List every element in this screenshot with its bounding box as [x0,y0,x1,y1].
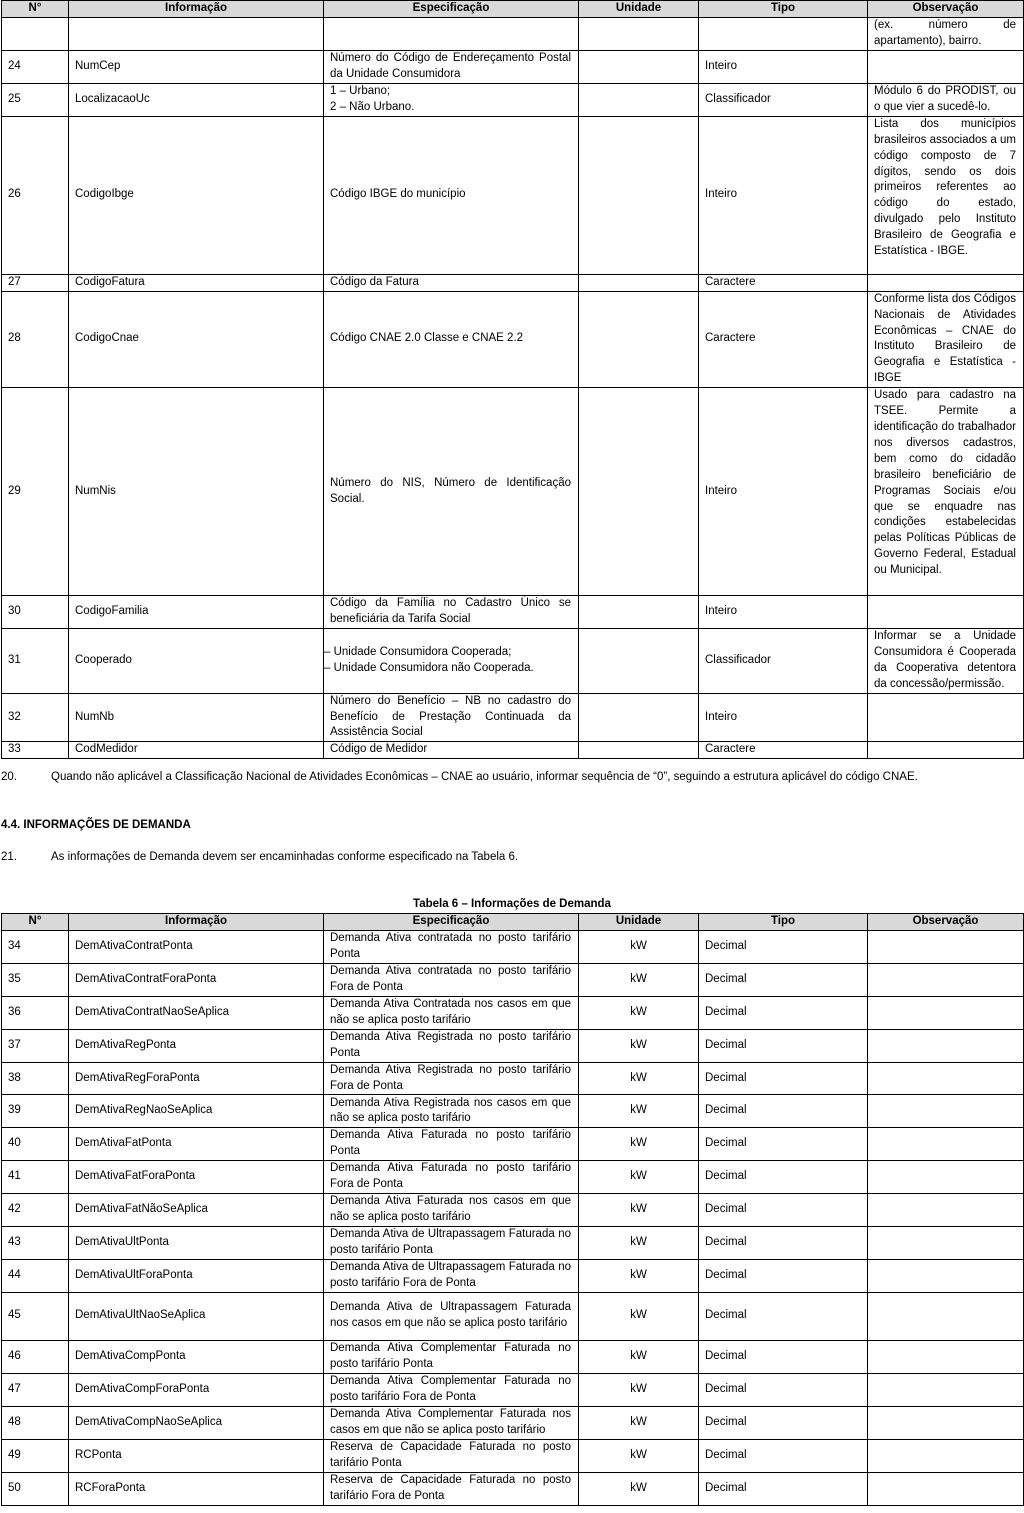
cell-n: 37 [2,1029,69,1062]
column-header: N° [2,1,69,18]
cell-n: 29 [2,388,69,596]
cell-info: DemAtivaRegForaPonta [69,1062,324,1095]
table-row [2,1472,1024,1505]
cell-info: DemAtivaRegNaoSeAplica [69,1095,324,1128]
cell-info: RCForaPonta [69,1472,324,1505]
cell-info: CodMedidor [69,742,324,759]
cell-obs [868,1062,1024,1095]
cell-spec: Demanda Ativa Faturada nos casos em que não se aplica posto tarifário [324,1194,579,1227]
cell-n: 27 [2,274,69,291]
table-row [2,116,1024,274]
paragraph-number: 21. [1,851,17,863]
cell-n: 41 [2,1161,69,1194]
column-header: Observação [868,914,1024,931]
table-row [2,291,1024,387]
table-row [2,931,1024,964]
cell-obs [868,1292,1024,1340]
cell-type: Decimal [699,1029,868,1062]
cell-n: 36 [2,996,69,1029]
cell-obs [868,1373,1024,1406]
cell-obs: Conforme lista dos Códigos Nacionais de Atividades Econômicas – CNAE do Instituto Brasileiro de Geografia e Estatística - IBGE [868,291,1024,387]
cell-n: 42 [2,1194,69,1227]
cell-spec: Demanda Ativa Complementar Faturada no posto tarifário Ponta [324,1340,579,1373]
table-row [2,83,1024,116]
table-row [2,596,1024,629]
table-row [2,274,1024,291]
column-header: Especificação [324,1,579,18]
cell-spec: Demanda Ativa Contratada nos casos em que não se aplica posto tarifário [324,996,579,1029]
cell-obs [868,963,1024,996]
cell-unit [579,693,699,742]
cell-n: 44 [2,1260,69,1293]
table-header-row [2,1,1024,18]
cell-type: Decimal [699,996,868,1029]
cell-obs [868,1194,1024,1227]
table-row [2,1340,1024,1373]
cell-type: Decimal [699,1095,868,1128]
cell-unit [579,274,699,291]
cell-spec: Demanda Ativa Faturada no posto tarifário Fora de Ponta [324,1161,579,1194]
cell-info: RCPonta [69,1439,324,1472]
cell-unit: kW [579,1194,699,1227]
cell-unit [579,116,699,274]
cell-info: DemAtivaRegPonta [69,1029,324,1062]
cell-info: DemAtivaUltPonta [69,1227,324,1260]
cell-obs [868,1340,1024,1373]
table-row [2,996,1024,1029]
cell-type: Decimal [699,931,868,964]
paragraph-number: 20. [1,771,17,783]
cell-type [699,18,868,51]
cell-info: DemAtivaContratNaoSeAplica [69,996,324,1029]
cell-info: DemAtivaFatForaPonta [69,1161,324,1194]
paragraph-text: As informações de Demanda devem ser encaminhadas conforme especificado na Tabela 6. [51,851,519,863]
paragraph-21 [1,850,1011,866]
table-row [2,1260,1024,1293]
cell-info: DemAtivaUltForaPonta [69,1260,324,1293]
table-header-row [2,914,1024,931]
cell-unit: kW [579,1439,699,1472]
cell-unit [579,18,699,51]
cell-spec: Código CNAE 2.0 Classe e CNAE 2.2 [324,291,579,387]
cell-info: CodigoFamilia [69,596,324,629]
cell-unit: kW [579,931,699,964]
cell-unit: kW [579,963,699,996]
cell-spec: 1 – Urbano; 2 – Não Urbano. [324,83,579,116]
cell-spec: Código IBGE do município [324,116,579,274]
column-header: Unidade [579,914,699,931]
cell-obs [868,1128,1024,1161]
cell-type: Decimal [699,1227,868,1260]
cell-spec: Demanda Ativa Registrada nos casos em que não se aplica posto tarifário [324,1095,579,1128]
cell-spec [324,18,579,51]
table-row [2,963,1024,996]
section-heading: 4.4. INFORMAÇÕES DE DEMANDA [1,819,191,831]
cell-unit: kW [579,1062,699,1095]
cell-info: DemAtivaContratForaPonta [69,963,324,996]
cell-spec: Número do Benefício – NB no cadastro do Benefício de Prestação Continuada da Assistência Social [324,693,579,742]
cell-obs [868,742,1024,759]
cell-obs [868,1406,1024,1439]
cell-n: 30 [2,596,69,629]
cell-info: NumCep [69,50,324,83]
column-header: N° [2,914,69,931]
table-row [2,1062,1024,1095]
cell-info: CodigoIbge [69,116,324,274]
cell-type: Caractere [699,291,868,387]
demanda-table [1,913,1024,1506]
cell-obs: Lista dos municípios brasileiros associados a um código composto de 7 dígitos, sendo os dois primeiros referentes ao código do estado, divulgado pelo Instituto Brasileiro de Geografia e Estatística - IBGE. [868,116,1024,274]
cell-info: DemAtivaFatPonta [69,1128,324,1161]
cell-spec: Código da Fatura [324,274,579,291]
cell-spec: Demanda Ativa de Ultrapassagem Faturada no posto tarifário Fora de Ponta [324,1260,579,1293]
cell-unit: kW [579,1472,699,1505]
cell-spec: Demanda Ativa contratada no posto tarifário Fora de Ponta [324,963,579,996]
cell-type: Inteiro [699,116,868,274]
cell-unit [579,83,699,116]
cell-obs [868,996,1024,1029]
column-header: Informação [69,914,324,931]
cell-info: DemAtivaFatNãoSeAplica [69,1194,324,1227]
cell-info: DemAtivaCompPonta [69,1340,324,1373]
cell-info: DemAtivaCompNaoSeAplica [69,1406,324,1439]
cell-obs [868,1227,1024,1260]
cell-n: 34 [2,931,69,964]
cell-spec: Demanda Ativa Complementar Faturada no posto tarifário Fora de Ponta [324,1373,579,1406]
cell-n: 24 [2,50,69,83]
column-header: Observação [868,1,1024,18]
cell-unit: kW [579,1095,699,1128]
column-header: Unidade [579,1,699,18]
table-row [2,628,1024,693]
cell-spec: Demanda Ativa Registrada no posto tarifário Ponta [324,1029,579,1062]
cell-n: 45 [2,1292,69,1340]
column-header: Tipo [699,914,868,931]
paragraph-text: Quando não aplicável a Classificação Nacional de Atividades Econômicas – CNAE ao usuário, informar sequência de “0”, seguindo a estrutura aplicável do código CNAE. [51,771,918,783]
cell-spec: Demanda Ativa de Ultrapassagem Faturada nos casos em que não se aplica posto tarifário [324,1292,579,1340]
cell-info: CodigoFatura [69,274,324,291]
table-row [2,1373,1024,1406]
table-row [2,1194,1024,1227]
table-row [2,1406,1024,1439]
cell-obs [868,693,1024,742]
cell-n: 47 [2,1373,69,1406]
cell-spec: Código de Medidor [324,742,579,759]
cell-obs [868,596,1024,629]
cell-type: Caractere [699,274,868,291]
table-row [2,388,1024,596]
cell-unit [579,50,699,83]
cell-spec: Reserva de Capacidade Faturada no posto tarifário Fora de Ponta [324,1472,579,1505]
cell-n: 25 [2,83,69,116]
cell-obs: Usado para cadastro na TSEE. Permite a identificação do trabalhador nos diversos cadastros, bem como do cidadão brasileiro beneficiário de Programas Sociais e/ou que se enquadre nas condições estabelecidas pelas Políticas Públicas de Governo Federal, Estadual ou Municipal. [868,388,1024,596]
cell-spec: – Unidade Consumidora Cooperada; – Unidade Consumidora não Cooperada. [324,628,579,693]
table-row [2,1292,1024,1340]
cell-info: NumNis [69,388,324,596]
cell-obs [868,1260,1024,1293]
cell-unit [579,596,699,629]
cell-type: Decimal [699,1472,868,1505]
cell-obs: (ex. número de apartamento), bairro. [868,18,1024,51]
table-row [2,1095,1024,1128]
cell-unit: kW [579,1161,699,1194]
cell-unit: kW [579,1260,699,1293]
cell-info: Cooperado [69,628,324,693]
cell-type: Classificador [699,83,868,116]
cell-unit: kW [579,1227,699,1260]
cell-unit: kW [579,996,699,1029]
table-row [2,1227,1024,1260]
table-row [2,1439,1024,1472]
cell-n: 32 [2,693,69,742]
cadastro-table [1,0,1024,759]
table-row-continuation [2,18,1024,51]
table-row [2,50,1024,83]
cell-obs [868,1095,1024,1128]
cell-type: Caractere [699,742,868,759]
cell-info: DemAtivaUltNaoSeAplica [69,1292,324,1340]
cell-type: Inteiro [699,388,868,596]
cell-n: 39 [2,1095,69,1128]
cell-info: NumNb [69,693,324,742]
cell-unit: kW [579,1128,699,1161]
cell-unit: kW [579,1340,699,1373]
cell-type: Decimal [699,1161,868,1194]
cell-info [69,18,324,51]
cell-unit: kW [579,1406,699,1439]
cell-unit [579,291,699,387]
cell-type: Decimal [699,1260,868,1293]
cell-type: Decimal [699,1373,868,1406]
column-header: Tipo [699,1,868,18]
cell-type: Decimal [699,1340,868,1373]
cell-type: Decimal [699,1128,868,1161]
cell-spec: Demanda Ativa contratada no posto tarifário Ponta [324,931,579,964]
table-row [2,1161,1024,1194]
cell-obs [868,1161,1024,1194]
cell-spec: Demanda Ativa Faturada no posto tarifário Ponta [324,1128,579,1161]
cell-spec: Demanda Ativa Registrada no posto tarifário Fora de Ponta [324,1062,579,1095]
cell-obs [868,274,1024,291]
paragraph-20 [1,770,1011,786]
cell-unit [579,388,699,596]
table-row [2,742,1024,759]
cell-spec: Reserva de Capacidade Faturada no posto tarifário Ponta [324,1439,579,1472]
column-header: Especificação [324,914,579,931]
cell-n: 35 [2,963,69,996]
cell-n: 33 [2,742,69,759]
cell-n: 43 [2,1227,69,1260]
cell-n: 50 [2,1472,69,1505]
cell-unit: kW [579,1292,699,1340]
table-caption: Tabela 6 – Informações de Demanda [413,898,611,910]
cell-info: LocalizacaoUc [69,83,324,116]
cell-obs [868,1472,1024,1505]
cell-type: Decimal [699,1062,868,1095]
cell-type: Decimal [699,963,868,996]
cell-obs: Módulo 6 do PRODIST, ou o que vier a sucedê-lo. [868,83,1024,116]
cell-info: DemAtivaCompForaPonta [69,1373,324,1406]
cell-type: Classificador [699,628,868,693]
cell-obs [868,931,1024,964]
cell-n [2,18,69,51]
cell-info: CodigoCnae [69,291,324,387]
cell-n: 26 [2,116,69,274]
cell-n: 31 [2,628,69,693]
cell-n: 38 [2,1062,69,1095]
cell-unit: kW [579,1373,699,1406]
cell-n: 48 [2,1406,69,1439]
cell-n: 46 [2,1340,69,1373]
cell-n: 28 [2,291,69,387]
cell-spec: Demanda Ativa Complementar Faturada nos casos em que não se aplica posto tarifário [324,1406,579,1439]
cell-type: Decimal [699,1439,868,1472]
cell-obs [868,50,1024,83]
cell-type: Decimal [699,1406,868,1439]
cell-obs [868,1439,1024,1472]
cell-type: Inteiro [699,596,868,629]
cell-n: 49 [2,1439,69,1472]
cell-spec: Número do Código de Endereçamento Postal da Unidade Consumidora [324,50,579,83]
cell-unit [579,628,699,693]
cell-spec: Código da Família no Cadastro Único se beneficiária da Tarifa Social [324,596,579,629]
cell-unit [579,742,699,759]
cell-type: Inteiro [699,50,868,83]
table-row [2,1029,1024,1062]
cell-n: 40 [2,1128,69,1161]
table-row [2,693,1024,742]
cell-spec: Demanda Ativa de Ultrapassagem Faturada no posto tarifário Ponta [324,1227,579,1260]
cell-obs [868,1029,1024,1062]
cell-type: Decimal [699,1194,868,1227]
table-row [2,1128,1024,1161]
cell-info: DemAtivaContratPonta [69,931,324,964]
cell-type: Inteiro [699,693,868,742]
cell-type: Decimal [699,1292,868,1340]
column-header: Informação [69,1,324,18]
cell-obs: Informar se a Unidade Consumidora é Cooperada da Cooperativa detentora da concessão/permissão. [868,628,1024,693]
cell-unit: kW [579,1029,699,1062]
cell-spec: Número do NIS, Número de Identificação Social. [324,388,579,596]
